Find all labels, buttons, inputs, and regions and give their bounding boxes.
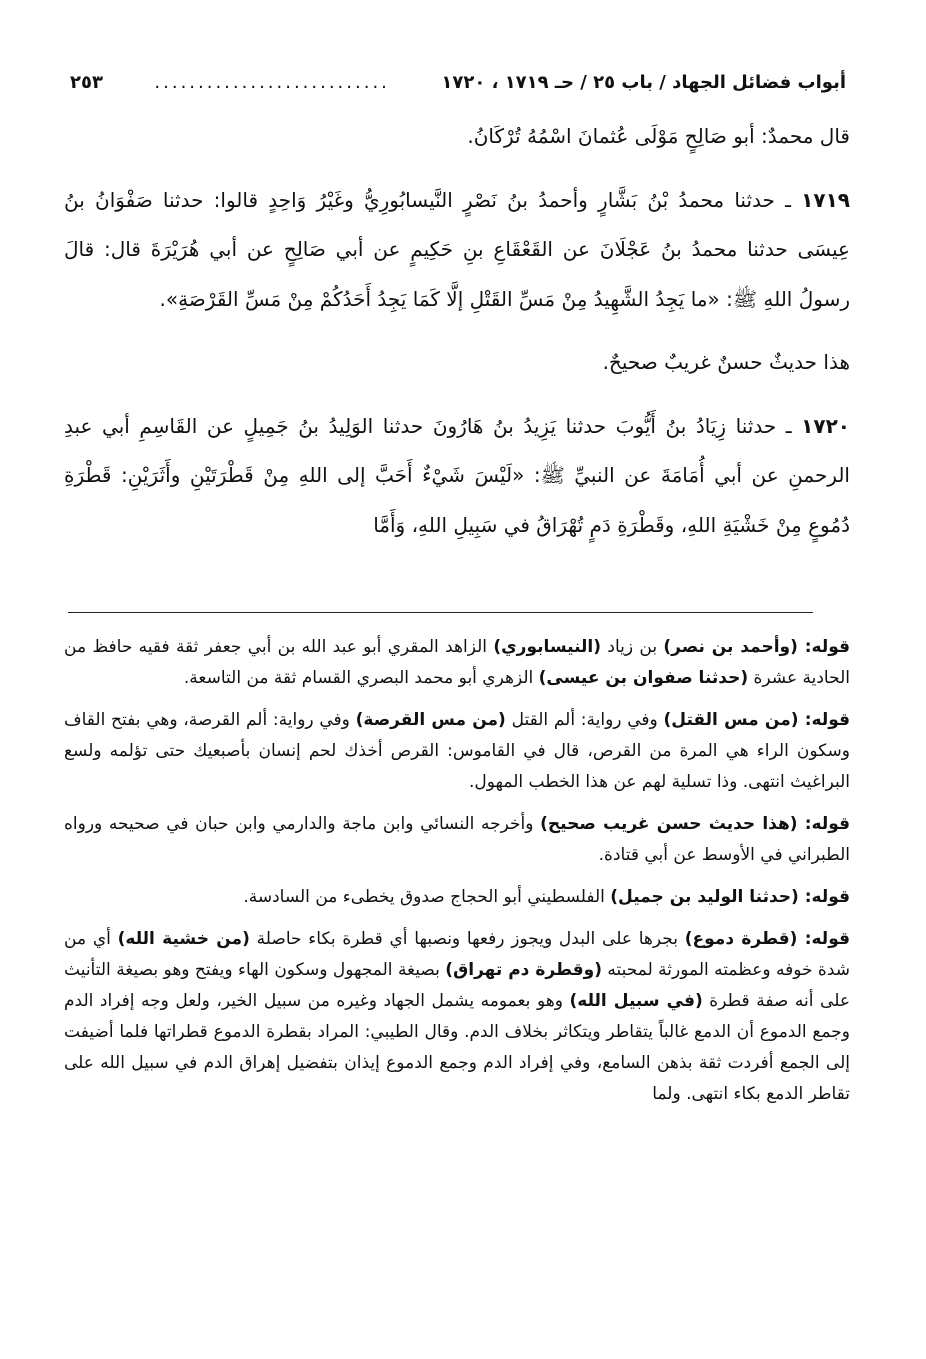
commentary-text: وهو بعمومه يشمل الجهاد وغيره من سبيل الخير، ولعل وجه إفراد الدم وجمع الدموع أن الدمع غالباً يتقاطر ويتكاثر بخلاف الدم. وقال الطيبي: المراد بقطرة الدموع قطراتها فلما أضيفت إلى الجمع أفردت ثقة بذهن السامع، وفي إفراد الدم وجمع الدموع إيذان بتفضيل إهراق الدم في سبيل الله على تقاطر الدمع بكاء انتهى. ولما: [64, 991, 850, 1104]
commentary-lemma: (من خشية الله): [117, 929, 250, 949]
page-number: ٢٥٣: [70, 71, 103, 93]
commentary-lemma: قوله: (وأحمد بن نصر): [663, 637, 850, 657]
commentary-lemma: (في سبيل الله): [569, 991, 703, 1011]
commentary-lemma: قوله: (قطرة دموع): [684, 929, 850, 949]
hadith-text: [64, 112, 850, 550]
hadith-number: ١٧١٩: [801, 187, 850, 212]
hadith-number: ١٧٢٠: [801, 413, 850, 438]
commentary-text: الزاهد المقري أبو عبد الله بن أبي جعفر ثقة فقيه حافظ من الحادية عشرة: [64, 637, 850, 688]
hadith-1719: [64, 176, 850, 325]
commentary-lemma: (النيسابوري): [493, 637, 602, 657]
commentary-paragraph: [64, 705, 850, 798]
hadith-body: ـ حدثنا زِيَادُ بنُ أَيُّوبَ حدثنا يَزِيدُ بنُ هَارُونَ حدثنا الوَلِيدُ بنُ جَمِيلٍ عن القَاسِمِ أبي عبدِ الرحمنِ عن أبي أُمَامَةَ عن النبيِّ ﷺ: «لَيْسَ شَيْءٌ أَحَبَّ إلى اللهِ مِنْ قَطْرَتَيْنِ وأَثَرَيْنِ: قَطْرَةِ دُمُوعٍ مِنْ خَشْيَةِ اللهِ، وقَطْرَةِ دَمٍ تُهْرَاقُ في سَبِيلِ اللهِ، وَأَمَّا: [64, 413, 850, 537]
commentary-text: الفلسطيني أبو الحجاج صدوق يخطىء من السادسة.: [243, 887, 611, 907]
commentary: [64, 632, 850, 1121]
commentary-lemma: قوله: (حدثنا الوليد بن جميل): [610, 887, 850, 907]
commentary-lemma: (حدثنا صفوان بن عيسى): [538, 668, 749, 688]
commentary-text: وأخرجه النسائي وابن ماجة والدارمي وابن حبان في صحيحه ورواه الطبراني في الأوسط عن أبي قتادة.: [64, 814, 850, 865]
commentary-text: وفي رواية: ألم القتل: [505, 710, 664, 730]
hadith-grade: هذا حديثٌ حسنٌ غريبٌ صحيحٌ.: [602, 350, 850, 374]
commentary-lemma: (من مس القرصة): [355, 710, 506, 730]
commentary-paragraph: [64, 882, 850, 913]
commentary-paragraph: [64, 809, 850, 871]
commentary-text: بن زياد: [601, 637, 664, 657]
commentary-text: الزهري أبو محمد البصري القسام ثقة من التاسعة.: [183, 668, 539, 688]
header-title: أبواب فضائل الجهاد / باب ٢٥ / حـ ١٧١٩ ، ١٧٢٠: [441, 71, 846, 93]
commentary-text: بصيغة المجهول وسكون الهاء ويفتح وهو بصيغة التأنيث على أنه صفة قطرة: [64, 960, 850, 1011]
commentary-lemma: قوله: (هذا حديث حسن غريب صحيح): [540, 814, 850, 834]
footnote-separator: [68, 612, 813, 613]
header-leader-dots: ...........................: [154, 71, 390, 93]
commentary-lemma: (وقطرة دم تهراق): [445, 960, 602, 980]
commentary-text: وفي رواية: ألم القرصة، وهي بفتح القاف وسكون الراء هي المرة من القرص، قال في القاموس: القرص أخذك لحم إنسان بأصبعيك حتى تؤلمه ولسع البراغيث انتهى. وذا تسلية لهم عن هذا الخطب المهول.: [64, 710, 850, 792]
commentary-paragraph: [64, 632, 850, 694]
commentary-text: بجرها على البدل ويجوز رفعها ونصبها أي قطرة بكاء حاصلة: [249, 929, 685, 949]
narrator-note: قال محمدٌ: أبو صَالِحٍ مَوْلَى عُثمانَ اسْمُهُ تُرْكَانُ.: [467, 124, 850, 148]
running-header: [70, 66, 846, 98]
commentary-lemma: قوله: (من مس القتل): [663, 710, 851, 730]
hadith-1720: [64, 402, 850, 551]
commentary-text: أي من شدة خوفه وعظمته المورثة لمحبته: [64, 929, 851, 980]
commentary-paragraph: [64, 924, 850, 1110]
hadith-body: ـ حدثنا محمدُ بْنُ بَشَّارٍ وأحمدُ بنُ نَصْرٍ النَّيسابُورِيُّ وغَيْرُ وَاحِدٍ قالوا: حدثنا صَفْوَانُ بنُ عِيسَى حدثنا محمدُ بنُ عَجْلَانَ عن القَعْقَاعِ بنِ حَكِيمٍ عن أبي صَالِحٍ عن أبي هُرَيْرَةَ قال: قالَ رسولُ اللهِ ﷺ: «ما يَجِدُ الشَّهِيدُ مِنْ مَسِّ القَتْلِ إلَّا كَمَا يَجِدُ أَحَدُكُمْ مِنْ مَسِّ القَرْصَةِ».: [64, 187, 850, 311]
